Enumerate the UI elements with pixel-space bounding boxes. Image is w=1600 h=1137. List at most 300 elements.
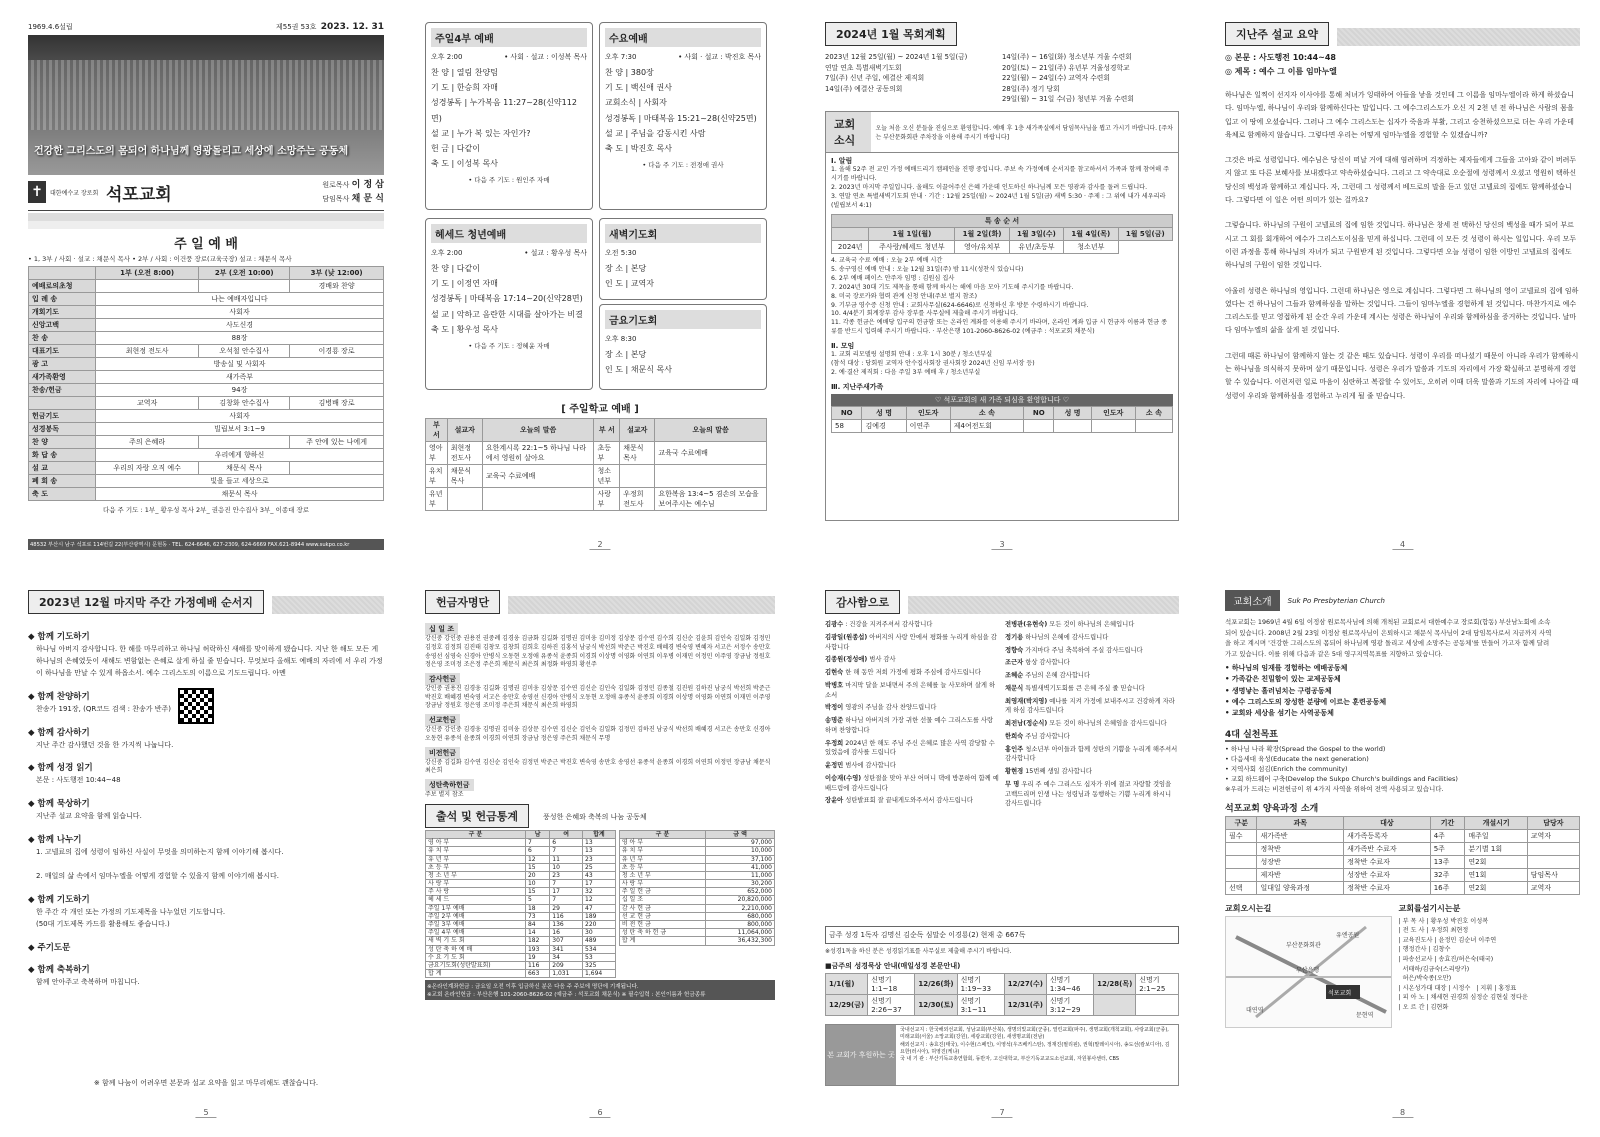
order-item: 축 도 | 박진호 목사 bbox=[605, 143, 672, 153]
meeting-heading: Ⅱ. 모임 bbox=[831, 342, 855, 351]
header-cell: 설교자 bbox=[447, 419, 482, 442]
order-item: 헌 금 | 다같이 bbox=[431, 143, 480, 153]
table-cell: 신명기 3:1~11 bbox=[957, 995, 1004, 1016]
table-cell: 청 소 년 부 bbox=[426, 871, 526, 879]
notice-item: 8. 미국 장로카와 협력 관계 신청 안내(주보 별지 참조) bbox=[831, 292, 978, 300]
header-cell: 부 서 bbox=[426, 419, 448, 442]
table-cell: 주일 2부 예배 bbox=[426, 912, 526, 920]
table-row bbox=[29, 409, 384, 422]
senior-label: 담임목사 bbox=[322, 195, 350, 204]
table-row bbox=[29, 305, 384, 318]
table-cell: 10 bbox=[525, 880, 549, 888]
table-cell: 4주 bbox=[1430, 829, 1465, 842]
table-cell: 182 bbox=[525, 937, 549, 945]
table-cell: 12/30(토) bbox=[915, 995, 957, 1016]
table-cell: 13 bbox=[583, 847, 616, 855]
support-label: 본 교회가 후원하는 곳 bbox=[827, 1051, 895, 1059]
thanks-name: 최전남(정순식) bbox=[1005, 720, 1048, 727]
header-cell: 1월 1일(월) bbox=[869, 227, 955, 240]
table-cell: 유 치 부 bbox=[426, 847, 526, 855]
plan-item: 28일(주) 정기 당회 bbox=[1002, 84, 1060, 93]
header-cell: 성 명 bbox=[862, 407, 906, 420]
emeritus-label: 원로목사 bbox=[322, 181, 350, 189]
table-row bbox=[29, 331, 384, 344]
thanks-title: 감사함으로 bbox=[825, 590, 900, 614]
address-footer: 48532 부산시 남구 석포로 114번길 22(부산광역시) 문현동 · TEL. 624-6646, 627-2309, 624-6669 FAX.621-8944 www.sukpo.co.kr bbox=[28, 539, 384, 550]
bible-reading-box: 금주 성경 1독자 김명신 김순독 심말순 이경룡(2) 현재 총 667독 bbox=[825, 926, 1179, 944]
table-cell: 영아부 bbox=[426, 442, 448, 465]
order-item: 인 도 | 채문식 목사 bbox=[605, 365, 672, 375]
table-cell: 유치부 bbox=[426, 465, 448, 488]
notice-item: 10. 4/4분기 회계장부 감사 장부를 사무실에 제출해 주시기 바랍니다. bbox=[831, 310, 1018, 318]
table-cell: 성장반 수료자 bbox=[1344, 868, 1431, 881]
stats-subtitle: 풍성한 은혜와 축복의 나눔 공동체 bbox=[543, 812, 647, 821]
service-time: 오전 5:30 bbox=[605, 249, 637, 257]
thanks-text: 마지막 달을 보내면서 주의 은혜를 늘 사모하며 살게 하소서 bbox=[825, 681, 996, 699]
step-heading: ◆ 함께 축복하기 bbox=[28, 964, 90, 975]
senior-pastor: 채 문 식 bbox=[351, 194, 384, 205]
plan-item: 20일(토) ~ 21일(주) 유년부 겨울성경학교 bbox=[1002, 63, 1130, 72]
group-heading: 선교헌금 bbox=[425, 714, 460, 726]
goal-item: • 하나님의 임재를 경험하는 예배공동체 bbox=[1225, 664, 1348, 673]
thanks-name: 김종원(정성애) bbox=[825, 656, 868, 664]
table-cell: 신명기 3:12~29 bbox=[1046, 995, 1093, 1016]
box-meta bbox=[605, 334, 761, 344]
table-row bbox=[29, 344, 384, 357]
step-heading: ◆ 함께 기도하기 bbox=[28, 894, 90, 905]
thanks-name: 홍인주 bbox=[1005, 745, 1024, 753]
table-cell: 534 bbox=[583, 945, 616, 953]
thanks-entry bbox=[1005, 745, 1179, 765]
row-label: 찬송/헌금 bbox=[29, 383, 96, 396]
table-cell: 209 bbox=[550, 961, 583, 969]
row-label: 헌금기도 bbox=[29, 409, 96, 422]
table-cell: 신명기 1:1~18 bbox=[868, 974, 915, 995]
table-cell: 23 bbox=[583, 855, 616, 863]
order-item: 설 교 | 악하고 음란한 시대를 살아가는 비결 bbox=[431, 309, 583, 319]
table-cell: 김병배 장로 bbox=[290, 396, 384, 409]
table-cell: 사회자 bbox=[96, 305, 384, 318]
header-cell: 인도자 bbox=[1091, 407, 1135, 420]
special-song-caption bbox=[832, 214, 1173, 227]
notice-item: 11. 각종 헌금은 예배당 입구의 헌금함 또는 온라인 계좌를 이용해 주시기 바라며, 온라인 계좌 입금 시 헌금자 이름과 헌금 종류를 반드시 입력해 주시기 바랍니다. · 부산은행 101-2060-8626-02 (예금주 : 석포교회 채문식) bbox=[831, 319, 1168, 336]
thanks-text: 청소년부 아이들과 함께 성탄의 기쁨을 누리게 해주셔서 감사합니다 bbox=[1005, 745, 1178, 763]
notice-list-b bbox=[831, 257, 1173, 338]
table-cell: 교육국 수료예배 bbox=[655, 442, 767, 465]
table-row bbox=[29, 357, 384, 370]
table-row bbox=[29, 318, 384, 331]
practice-goals bbox=[1225, 744, 1580, 794]
table-row bbox=[1226, 881, 1580, 894]
thanks-name: 황현경 bbox=[1005, 768, 1024, 775]
table-cell: 영 아 부 bbox=[619, 839, 705, 847]
order-item: 장 소 | 본당 bbox=[605, 350, 647, 359]
staff-item: | 시온성가대 대장 | 시정수 | 지휘 | 홍정표 bbox=[1398, 984, 1517, 992]
table-cell: 30 bbox=[583, 929, 616, 937]
header-cell: 소 속 bbox=[1135, 407, 1172, 420]
table-row bbox=[426, 871, 616, 879]
staff-item: | 교육진도사 | 윤정민 김순녀 이주연 bbox=[1398, 936, 1497, 944]
table-cell: 7 bbox=[550, 880, 583, 888]
table-cell: 23 bbox=[550, 871, 583, 879]
table-cell: 영 아 부 bbox=[426, 839, 526, 847]
service-order-table bbox=[28, 266, 384, 501]
table-row bbox=[426, 863, 616, 871]
table-cell: 오석철 안수집사 bbox=[199, 344, 290, 357]
header-cell: 오늘의 말씀 bbox=[482, 419, 594, 442]
table-cell: 금요기도회(성탄발표회) bbox=[426, 961, 526, 969]
next-prayer: • 다음 주 기도 : 원인주 자매 bbox=[468, 176, 550, 185]
table-cell: 663 bbox=[525, 970, 549, 978]
thanks-entry bbox=[1005, 620, 1179, 630]
table-row bbox=[619, 888, 774, 896]
thanks-text: 우리 주 예수 그리스도 십자가 위에 결코 자랑할 것임을 고백드리며 인생 나는 성령님과 동행하는 기쁨 누리게 하시니 감사드립니다 bbox=[1005, 780, 1172, 808]
table-row bbox=[832, 240, 1173, 253]
table-row bbox=[29, 279, 384, 292]
header-cell: 2부 (오전 10:00) bbox=[199, 266, 290, 279]
table-cell bbox=[655, 465, 767, 488]
issue-date: 2023. 12. 31 bbox=[320, 22, 384, 32]
step-heading: ◆ 함께 성경 읽기 bbox=[28, 763, 93, 774]
table-cell: 16 bbox=[550, 929, 583, 937]
thanks-name: 정향숙 bbox=[1005, 646, 1024, 654]
denomination: 대한예수교 장로회 bbox=[50, 189, 99, 197]
table-row bbox=[619, 912, 774, 920]
table-cell: 제자반 bbox=[1257, 868, 1344, 881]
meeting-item: (참석 대상 : 당회원 교역자 안수집사회장 권사회장 2024년 신임 부서장 등) bbox=[831, 360, 1035, 368]
row-label: 새가족환영 bbox=[29, 370, 96, 383]
table-cell: 교역자 bbox=[96, 396, 199, 409]
table-cell bbox=[1226, 868, 1257, 881]
header-decoration bbox=[272, 596, 384, 614]
staff-title: 교회를섬기시는분 bbox=[1398, 903, 1461, 913]
service-box-wednesday bbox=[599, 22, 767, 210]
table-cell: 32 bbox=[583, 888, 616, 896]
table-cell: 73 bbox=[525, 912, 549, 920]
thanks-entry bbox=[825, 703, 999, 713]
table-cell bbox=[199, 435, 290, 448]
thanks-entry bbox=[1005, 671, 1179, 681]
table-cell: 84 bbox=[525, 921, 549, 929]
header-cell bbox=[29, 266, 96, 279]
table-cell: 분기별 1회 bbox=[1465, 842, 1527, 855]
table-row bbox=[619, 863, 774, 871]
thanks-text: 하나님 아버지의 가장 귀한 선물 예수 그리스도를 사랑하며 찬양합니다 bbox=[825, 717, 994, 734]
header-cell: 남 bbox=[525, 830, 549, 838]
table-cell bbox=[620, 465, 655, 488]
table-cell: 주의 은혜라 bbox=[96, 435, 199, 448]
table-cell: 15 bbox=[525, 888, 549, 896]
next-prayer: • 다음 주 기도 : 정혜윤 자매 bbox=[468, 341, 550, 350]
table-cell: 새가족반 수료자 bbox=[1344, 842, 1431, 855]
table-row bbox=[619, 937, 774, 945]
service-time: 오후 2:00 bbox=[431, 53, 463, 61]
order-item: 기 도 | 이정연 자매 bbox=[431, 279, 498, 289]
thanks-name: 박병호 bbox=[825, 681, 844, 689]
table-cell: 담임목사 bbox=[1527, 868, 1579, 881]
table-cell: 58 bbox=[832, 420, 862, 433]
table-cell: 800,000 bbox=[706, 921, 775, 929]
row-label: 신앙고백 bbox=[29, 318, 96, 331]
header-cell: 소 속 bbox=[950, 407, 1023, 420]
table-row bbox=[619, 855, 774, 863]
table-header bbox=[29, 266, 384, 279]
table-cell: 12/28(목) bbox=[1094, 974, 1136, 995]
goal-item: • 예수 그리스도의 장성한 분량에 이르는 훈련공동체 bbox=[1225, 697, 1387, 706]
staff-item: 서태하/김금숙(스리랑카) bbox=[1398, 965, 1470, 973]
thanks-entry bbox=[1005, 732, 1179, 742]
header-cell: 1월 5일(금) bbox=[1118, 227, 1172, 240]
table-cell: 20 bbox=[525, 871, 549, 879]
service-lead: • 사회 · 설교 : 박진호 목사 bbox=[678, 53, 761, 61]
service-time: 오후 7:30 bbox=[605, 53, 637, 61]
table-cell: 수 요 기 도 회 bbox=[426, 953, 526, 961]
table-cell: 116 bbox=[550, 912, 583, 920]
table-cell: 최현정 전도사 bbox=[447, 442, 482, 465]
table-cell: 선택 bbox=[1226, 881, 1257, 894]
order-item: 기 도 | 한승희 자매 bbox=[431, 83, 498, 93]
table-cell: 새가족부 bbox=[96, 370, 384, 383]
row-label: 찬 송 bbox=[29, 331, 96, 344]
sunday-school-title: [ 주일학교 예배 ] bbox=[561, 404, 639, 415]
thanks-entry bbox=[1005, 767, 1179, 777]
header-cell: 여 bbox=[550, 830, 583, 838]
table-cell: 정착반 bbox=[1257, 842, 1344, 855]
box-meta bbox=[431, 52, 587, 62]
table-row bbox=[619, 880, 774, 888]
established: 1969.4.6설립 bbox=[28, 23, 73, 31]
table-cell: 13주 bbox=[1430, 855, 1465, 868]
thanks-name: 김광일(원종섭) bbox=[825, 633, 868, 641]
thanks-name: 조혜순 bbox=[1005, 672, 1024, 679]
header-cell: 구 분 bbox=[619, 830, 705, 838]
header-cell: 과목 bbox=[1257, 816, 1344, 829]
order-item: 설 교 | 주님을 감동시킨 사람 bbox=[605, 128, 706, 138]
next-prayer: 다음 주 기도 : 1부_ 황우성 목사 2부_ 권응진 안수집사 3부_ 이종대 장로 bbox=[102, 505, 310, 514]
order-item: 성경봉독 | 마태복음 17:14~20(신약28면) bbox=[431, 294, 583, 304]
table-cell: 신명기 2:26~37 bbox=[868, 995, 915, 1016]
order-item: 설 교 | 누가 복 있는 자인가? bbox=[431, 128, 531, 138]
table-cell: 1,694 bbox=[583, 970, 616, 978]
step-body: 함께 안아주고 축복하며 마칩니다. bbox=[36, 977, 140, 986]
table-row bbox=[426, 847, 616, 855]
meeting-list bbox=[831, 351, 1173, 378]
table-cell: 일대일 양육과정 bbox=[1257, 881, 1344, 894]
table-row bbox=[426, 465, 767, 488]
table-cell: 성장반 bbox=[1257, 855, 1344, 868]
table-cell: 유 년 부 bbox=[426, 855, 526, 863]
table-cell: 16주 bbox=[1430, 881, 1465, 894]
table-cell: 136 bbox=[550, 921, 583, 929]
notice-list-a bbox=[831, 166, 1173, 211]
table-cell: 빛을 들고 세상으로 bbox=[96, 474, 384, 487]
box-meta bbox=[605, 52, 761, 62]
table-cell: 사 랑 부 bbox=[426, 880, 526, 888]
header-decoration bbox=[508, 596, 775, 614]
thanks-text: 범사 감사 bbox=[867, 656, 896, 664]
table-cell: 교육국 수료예배 bbox=[482, 465, 594, 488]
thanks-name: 박정이 bbox=[825, 704, 844, 712]
table-cell: 14 bbox=[525, 929, 549, 937]
table-cell: 12 bbox=[525, 855, 549, 863]
step-body: 찬송가 191장, (QR코드 검색 : 찬송가 반주) bbox=[36, 704, 172, 713]
notice-item: 3. 연말 연초 특별새벽기도회 안내 · 기간 : 12월 25일(월) ~ 2024년 1월 5일(금) 새벽 5:30 · 주제 : 그 위에 내가 세우리라(빌립보서 4:1) bbox=[831, 192, 1166, 209]
box-title: 헤세드 청년예배 bbox=[431, 224, 587, 243]
table-cell: 34 bbox=[550, 953, 583, 961]
table-cell: 20,820,000 bbox=[706, 896, 775, 904]
step-body: 본문 : 사도행전 10:44~48 bbox=[36, 776, 121, 785]
table-cell: 680,000 bbox=[706, 912, 775, 920]
table-cell: 필수 bbox=[1226, 829, 1257, 842]
step-body: 지난주 설교 요약을 함께 읽습니다. bbox=[36, 812, 142, 821]
table-cell: 2,210,000 bbox=[706, 904, 775, 912]
thanks-name: 윤정민 bbox=[825, 762, 844, 769]
banner-slogan: 건강한 그리스도의 몸되어 하나님께 영광돌리고 세상에 소망주는 공동체 bbox=[34, 146, 349, 157]
thanks-text: 항상 감사합니다 bbox=[1023, 659, 1070, 667]
map-label: 부산은행 bbox=[1296, 966, 1320, 974]
page-3 bbox=[825, 22, 1179, 550]
stats-title: 출석 및 헌금통계 bbox=[425, 804, 529, 828]
table-cell: 주일 3부 예배 bbox=[426, 921, 526, 929]
plan-item: 연말 연초 특별새벽기도회 bbox=[825, 63, 902, 72]
sermon-summary-title: 지난주 설교 요약 bbox=[1225, 22, 1329, 46]
table-cell: 감 사 헌 금 bbox=[619, 904, 705, 912]
row-label: 축 도 bbox=[29, 487, 96, 500]
staff-strip bbox=[28, 213, 384, 229]
row-label: 입 례 송 bbox=[29, 292, 96, 305]
next-prayer: • 다음 주 기도 : 전경애 권사 bbox=[642, 161, 724, 170]
meeting-item: 2. 예·결산 제직회 : 다음 주일 3부 예배 후 / 청소년부실 bbox=[831, 369, 981, 377]
notice-item: 6. 2부 예배 페이스 안주자 임명 : 김원심 집사 bbox=[831, 274, 955, 282]
table-cell: 193 bbox=[525, 945, 549, 953]
table-row bbox=[29, 461, 384, 474]
table-cell bbox=[1135, 420, 1172, 433]
table-cell: 우정희 전도사 bbox=[620, 488, 655, 511]
step-body: 지난 주간 감사했던 것을 한 가지씩 나눕니다. bbox=[36, 740, 174, 749]
box-title: 주일4부 예배 bbox=[431, 28, 587, 47]
order-item: 축 도 | 황우성 목사 bbox=[431, 324, 498, 334]
table-cell: 김창화 안수집사 bbox=[199, 396, 290, 409]
table-cell: 13 bbox=[583, 839, 616, 847]
thanks-entry bbox=[825, 739, 999, 759]
group-heading: 십 일 조 bbox=[425, 623, 458, 635]
sermon-title: ◎ 제목 : 예수 그 이름 임마누엘 bbox=[1225, 67, 1337, 76]
map-title: 교회오시는길 bbox=[1225, 903, 1272, 913]
header-cell: 1월 3일(수) bbox=[1009, 227, 1063, 240]
new-family-heading: Ⅲ. 지난주새가족 bbox=[831, 383, 884, 392]
table-cell: 5주 bbox=[1430, 842, 1465, 855]
table-cell: 88장 bbox=[96, 331, 384, 344]
goals4-title: 4대 실천목표 bbox=[1225, 727, 1278, 742]
page-number: 2 bbox=[589, 540, 610, 550]
table-cell: 325 bbox=[583, 961, 616, 969]
row-label: 예배로의초청 bbox=[29, 279, 96, 292]
table-cell: 주일 4부 예배 bbox=[426, 929, 526, 937]
table-row bbox=[1226, 855, 1580, 868]
table-cell: 43 bbox=[583, 871, 616, 879]
page-number: 8 bbox=[1392, 1108, 1413, 1118]
table-cell: 채문식 목사 bbox=[199, 461, 290, 474]
table-header bbox=[426, 419, 767, 442]
table-cell: 7 bbox=[550, 847, 583, 855]
offering-list-title: 헌금자명단 bbox=[425, 590, 500, 614]
map-label: 대연역 bbox=[1246, 1006, 1264, 1014]
order-item: 인 도 | 교역자 bbox=[605, 279, 654, 289]
table-cell: 2024년 bbox=[832, 240, 869, 253]
header-cell: 오늘의 말씀 bbox=[655, 419, 767, 442]
table-header bbox=[1226, 816, 1580, 829]
table-cell: 사랑부 bbox=[594, 488, 620, 511]
staff-item: | 행정간사 | 김창수 bbox=[1398, 946, 1451, 954]
table-row bbox=[426, 929, 616, 937]
table-cell: 7 bbox=[525, 839, 549, 847]
practice-item: • 지역사회 섬김(Enrich the community) bbox=[1225, 765, 1348, 774]
church-map bbox=[1225, 916, 1392, 1028]
table-cell bbox=[1054, 420, 1091, 433]
table-cell: 성 탄 축 하 헌 금 bbox=[619, 929, 705, 937]
plan-item: 29일(월) ~ 31일 수(금) 청년부 겨울 수련회 bbox=[1002, 95, 1134, 104]
table-row bbox=[426, 961, 616, 969]
table-cell: 489 bbox=[583, 937, 616, 945]
service-box-friday bbox=[599, 304, 767, 390]
box-title: 수요예배 bbox=[605, 28, 761, 47]
header-cell: NO bbox=[832, 407, 862, 420]
box-title: 새벽기도회 bbox=[605, 224, 761, 243]
table-row bbox=[619, 904, 774, 912]
box-title: 금요기도회 bbox=[605, 310, 761, 329]
special-song-table bbox=[831, 214, 1173, 254]
table-cell: 12/27(수) bbox=[1004, 974, 1046, 995]
sermon-paragraph: 하나님은 일찍이 선지자 이사야를 통해 처녀가 잉태하여 아들을 낳을 것인데 그 이름을 임마누엘이라 하게 하셨습니다. 임마누엘, 하나님이 우리와 함께하신다는 말입니다. 그 예수그리스도가 오신 지 2천 년 전 하나님은 사람의 몸을 입고 이 땅에 오셨습니다. 그러나 그 예수 그리스도는 십자가 죽음과 부활, 그리고 승천하셨으므로 더는 우리 가운데 육체로 함께하지 않습니다. 그렇다면 우리는 어떻게 임마누엘을 경험할 수 있겠습니까? bbox=[1225, 91, 1574, 139]
table-cell bbox=[1136, 995, 1179, 1016]
table-cell: 교역자 bbox=[1527, 829, 1579, 842]
table-cell: 53 bbox=[583, 953, 616, 961]
table-cell: 주 일 헌 금 bbox=[619, 888, 705, 896]
thanks-text: 특별새벽기도회를 큰 은혜 주실 줄 믿습니다 bbox=[1023, 684, 1145, 692]
table-cell: 이경룡 장로 bbox=[290, 344, 384, 357]
table-row bbox=[426, 912, 616, 920]
thanks-text: 범사에 감사합니다 bbox=[843, 762, 896, 769]
thanks-entry bbox=[825, 620, 999, 630]
row-label: 찬 양 bbox=[29, 435, 96, 448]
news-title: 교회소식 bbox=[826, 112, 871, 152]
step-heading: ◆ 함께 나누기 bbox=[28, 835, 82, 846]
table-cell: 15 bbox=[525, 863, 549, 871]
table-cell bbox=[1226, 842, 1257, 855]
table-cell: 초 등 부 bbox=[426, 863, 526, 871]
sermon-paragraph: 아울러 성령은 하나님의 영입니다. 그런데 하나님은 영으로 계십니다. 그렇다면 그 하나님의 영이 고넬료의 집에 임하였다는 건 하나님이 그들과 함께하심을 말하는 것입니다. 그들이 임마누엘을 경험하게 된 것입니다. 마찬가지로 예수 그리스도를 믿고 영접하게 된 순간 우리 가운데 계시는 성령은 하나님이 우리와 함께하심을 증거하는 것입니다. 날마다 임마누엘의 삶을 살게 된 것입니다. bbox=[1225, 286, 1579, 335]
row-label: 개회기도 bbox=[29, 305, 96, 318]
row-label: 화 답 송 bbox=[29, 448, 96, 461]
table-cell: 유년부 bbox=[426, 488, 448, 511]
caption-cell: 특 송 순 서 bbox=[832, 214, 1173, 227]
page-2 bbox=[425, 22, 775, 550]
news-intro: 오늘 처음 오신 분들을 진심으로 환영합니다. 예배 후 1층 새가족실에서 담임목사님을 뵙고 가시기 바랍니다. [주차는 부산문화회관 주차장을 이용해 주시기 바랍니다] bbox=[875, 124, 1173, 141]
sermon-body bbox=[1225, 89, 1580, 403]
header-cell bbox=[832, 227, 869, 240]
page-number: 7 bbox=[991, 1108, 1012, 1118]
table-cell bbox=[1527, 855, 1579, 868]
table-row bbox=[426, 442, 767, 465]
plan-title: 2024년 1월 목회계획 bbox=[825, 22, 957, 46]
table-row bbox=[29, 370, 384, 383]
header-cell: 1월 2일(화) bbox=[955, 227, 1009, 240]
row-label bbox=[29, 396, 96, 409]
staff-item: 허은/박숙종(오만) bbox=[1398, 975, 1452, 983]
table-cell: 신명기 2:1~25 bbox=[1136, 974, 1179, 995]
row-label: 광 고 bbox=[29, 357, 96, 370]
goal-item: • 가족같은 친밀함이 있는 교제공동체 bbox=[1225, 675, 1341, 684]
